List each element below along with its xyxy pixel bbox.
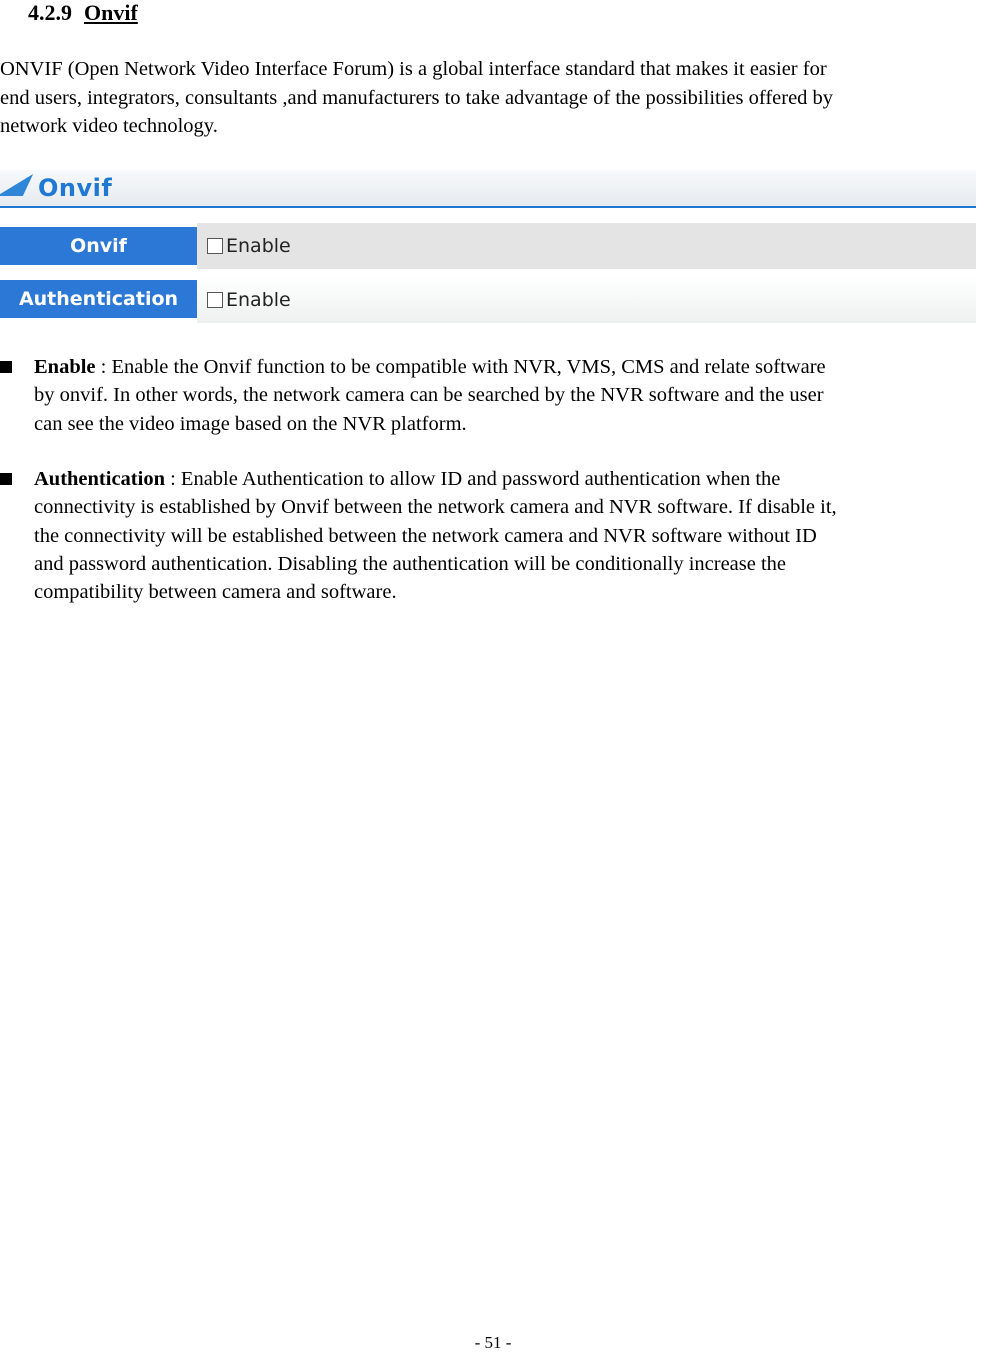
bullet-line: : Enable the Onvif function to be compatible with NVR, VMS, CMS and relate software [95, 356, 826, 378]
bullet-line: can see the video image based on the NVR platform. [34, 412, 467, 435]
bullet-line: by onvif. In other words, the network camera can be searched by the NVR software and the user [34, 384, 824, 407]
section-title: Onvif [84, 0, 138, 25]
header-divider [0, 206, 976, 208]
intro-line: ONVIF (Open Network Video Interface Forum) is a global interface standard that makes it easier for [0, 58, 827, 80]
bullet-text [34, 353, 826, 438]
settings-header [0, 170, 976, 206]
onvif-settings-screenshot [0, 165, 976, 325]
section-number: 4.2.9 [28, 0, 72, 25]
onvif-enable-label[interactable]: Enable [226, 235, 291, 257]
section-heading [28, 0, 138, 26]
bullet-term: Enable [34, 356, 96, 378]
authentication-enable-label[interactable]: Enable [226, 289, 291, 311]
bullet-line: : Enable Authentication to allow ID and password authentication when the [164, 468, 781, 490]
bullet-line: the connectivity will be established between the network camera and NVR software without ID [34, 524, 817, 547]
authentication-value-cell [197, 277, 976, 323]
onvif-label: Onvif [0, 227, 197, 265]
authentication-enable-checkbox[interactable] [207, 292, 223, 308]
onvif-row [0, 223, 976, 269]
intro-paragraph [0, 55, 986, 141]
bullet-square-icon [0, 473, 12, 485]
authentication-label: Authentication [0, 280, 197, 318]
bullet-line: and password authentication. Disabling the authentication will be conditionally increase the [34, 552, 787, 575]
bullet-line: compatibility between camera and software. [34, 581, 397, 604]
authentication-row [0, 277, 976, 323]
header-slash-icon [0, 174, 33, 196]
page-number: - 51 - [474, 1333, 512, 1352]
onvif-enable-checkbox[interactable] [207, 238, 223, 254]
intro-line: network video technology. [0, 115, 218, 137]
settings-header-title: Onvif [38, 174, 113, 202]
bullet-text [34, 465, 837, 606]
bullet-line: connectivity is established by Onvif between the network camera and NVR software. If disable it, [34, 496, 837, 519]
intro-line: end users, integrators, consultants ,and manufacturers to take advantage of the possibilities offered by [0, 86, 834, 109]
bullet-term: Authentication [34, 468, 165, 490]
bullet-square-icon [0, 361, 12, 373]
onvif-value-cell [197, 223, 976, 269]
